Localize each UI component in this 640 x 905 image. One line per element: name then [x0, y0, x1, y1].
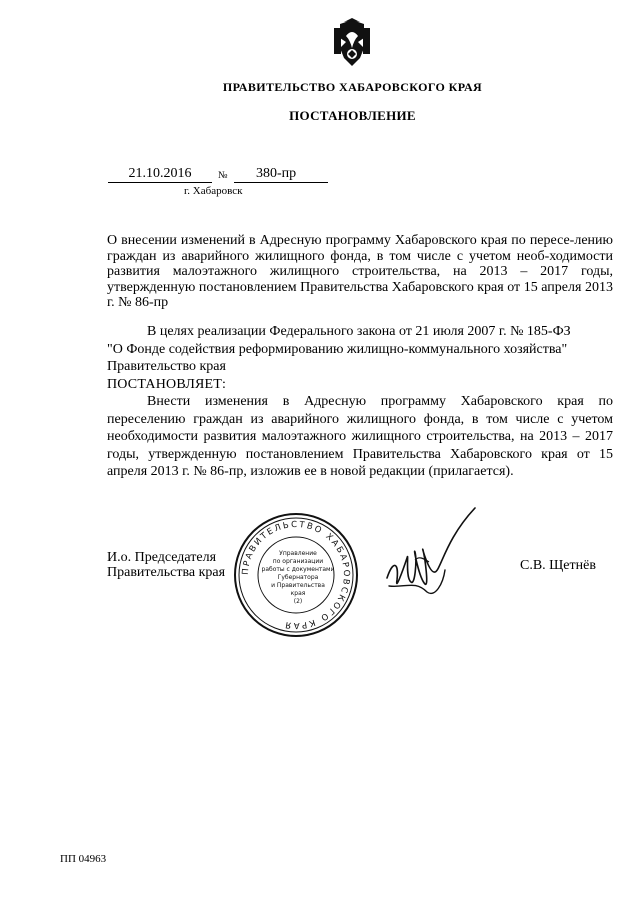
document-date: 21.10.2016: [108, 166, 212, 183]
document-type-title: ПОСТАНОВЛЕНИЕ: [289, 108, 416, 123]
coat-of-arms-icon: [330, 18, 374, 68]
position-line-1: И.о. Председателя: [107, 550, 217, 565]
decree-paragraph: Внести изменения в Адресную программу Хабаровского края по переселению граждан из аварийного жилищного фонда, в том числе с учетом необходимости развития малоэтажного жилищного строительства, на 2013 – 2017 годы, утвержденную постановлением Правительства Хабаровского края от 15 апреля 2013 г. № 86-пр, изложив ее в новой редакции (прилагается).: [107, 394, 613, 479]
signatory-name: С.В. Щетнёв: [520, 558, 596, 573]
document-city: г. Хабаровск: [184, 185, 243, 197]
preamble-line-2: "О Фонде содействия реформированию жилищно-коммунального хозяйства": [107, 341, 568, 357]
document-subject: О внесении изменений в Адресную программу Хабаровского края по пересе-лению граждан из аварийного жилищного фонда, в том числе с учетом необ-ходимости развития малоэтажного жилищного строительства, на 2013 – 2017 годы, утвержденную постановлением Правительства Хабаровского края от 15 апреля 2013 г. № 86-пр: [107, 233, 613, 310]
signatory-position: [107, 550, 225, 580]
document-number: 380-пр: [234, 166, 328, 183]
stamp-line: Управление: [279, 550, 317, 557]
stamp-line: работы с документами: [261, 566, 335, 573]
footer-code: ПП 04963: [60, 853, 107, 865]
handwritten-signature: [385, 500, 485, 600]
organization-title: ПРАВИТЕЛЬСТВО ХАБАРОВСКОГО КРАЯ: [222, 80, 483, 94]
stamp-line: (2): [293, 598, 303, 605]
stamp-line: по организации: [272, 558, 324, 565]
position-line-2: Правительства края: [107, 565, 226, 580]
decree-word: ПОСТАНОВЛЯЕТ:: [107, 376, 227, 392]
stamp-line: Губернатора: [277, 574, 319, 581]
preamble-line-3: Правительство края: [107, 359, 226, 374]
stamp-line: и Правительства: [271, 582, 325, 589]
stamp-ring-text: ПРАВИТЕЛЬСТВО ХАБАРОВСКОГО КРАЯ: [240, 519, 352, 631]
stamp-line: края: [290, 590, 306, 597]
number-sign: №: [218, 170, 228, 181]
document-body: [107, 323, 613, 481]
preamble-line-1: В целях реализации Федерального закона от 21 июля 2007 г. № 185-ФЗ: [147, 324, 571, 339]
official-stamp: [232, 511, 360, 639]
